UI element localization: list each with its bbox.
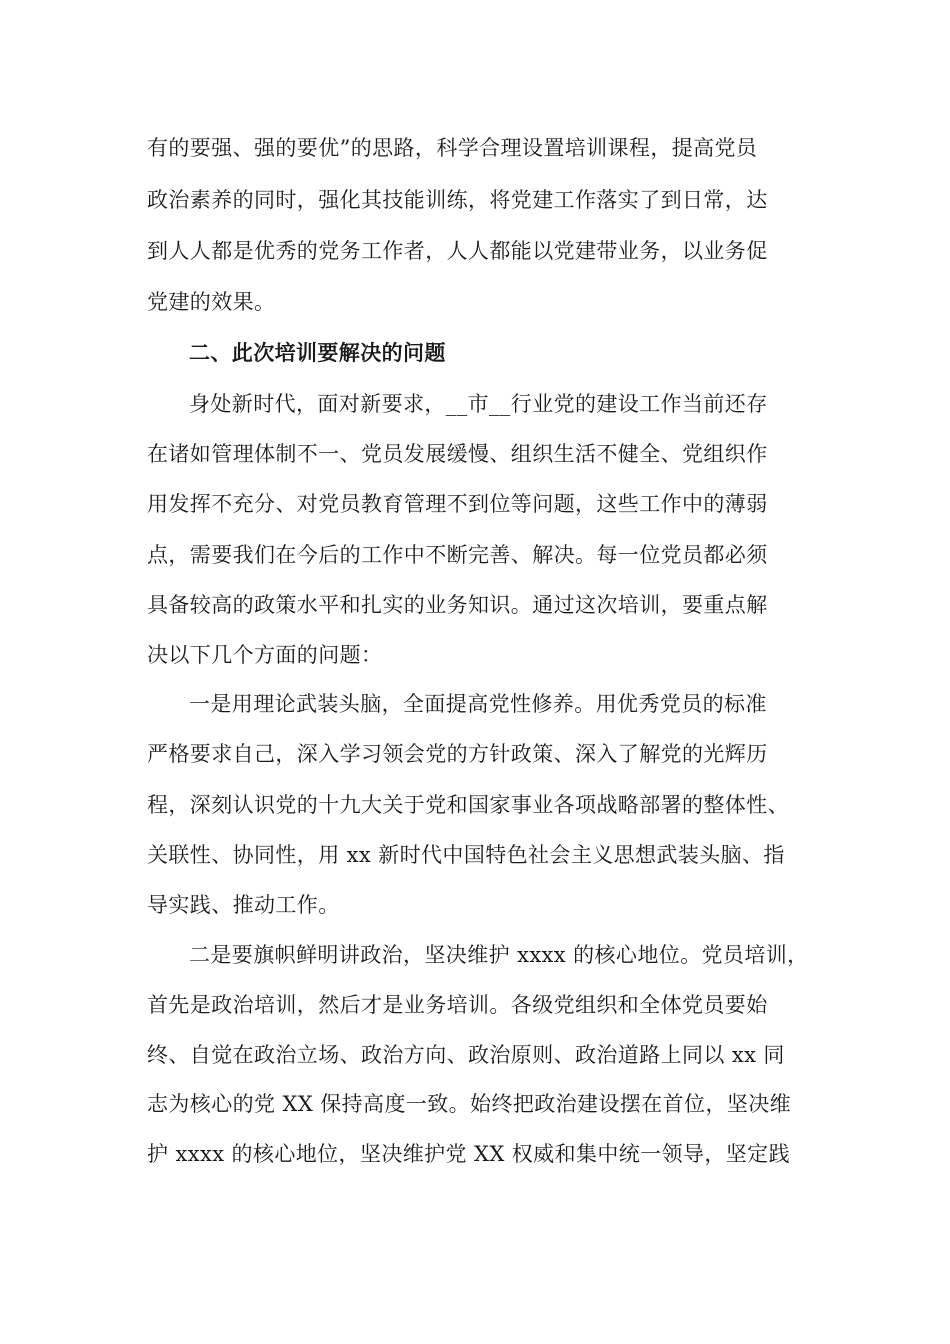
text-line-21: 护 xxxx 的核心地位，坚决维护党 XX 权威和集中统一领导，坚定践 <box>147 1142 790 1166</box>
text-line-10: 具备较高的政策水平和扎实的业务知识。通过这次培训，要重点解 <box>147 593 768 617</box>
text-line-16: 导实践、推动工作。 <box>147 893 340 917</box>
text-line-4: 党建的效果。 <box>147 290 276 314</box>
text-line-20: 志为核心的党 XX 保持高度一致。始终把政治建设摆在首位，坚决维 <box>147 1092 792 1116</box>
text-line-9: 点，需要我们在今后的工作中不断完善、解决。每一位党员都必须 <box>147 543 768 567</box>
text-line-18: 首先是政治培训，然后才是业务培训。各级党组织和全体党员要始 <box>147 993 768 1017</box>
text-line-15: 关联性、协同性，用 xx 新时代中国特色社会主义思想武装头脑、指 <box>147 843 785 867</box>
text-line-14: 程，深刻认识党的十九大关于党和国家事业各项战略部署的整体性、 <box>147 793 789 817</box>
text-line-6: 身处新时代，面对新要求，__市__行业党的建设工作当前还存 <box>189 392 768 416</box>
text-line-17: 二是要旗帜鲜明讲政治，坚决维护 xxxx 的核心地位。党员培训， <box>189 943 809 967</box>
text-line-8: 用发挥不充分、对党员教育管理不到位等问题，这些工作中的薄弱 <box>147 492 768 516</box>
text-line-19: 终、自觉在政治立场、政治方向、政治原则、政治道路上同以 xx 同 <box>147 1043 785 1067</box>
text-line-11: 决以下几个方面的问题： <box>147 643 383 667</box>
text-line-13: 严格要求自己，深入学习领会党的方针政策、深入了解党的光辉历 <box>147 742 768 766</box>
text-line-1: 有的要强、强的要优”的思路，科学合理设置培训课程，提高党员 <box>147 136 758 160</box>
text-line-3: 到人人都是优秀的党务工作者，人人都能以党建带业务，以业务促 <box>147 239 768 263</box>
text-line-7: 在诸如管理体制不一、党员发展缓慢、组织生活不健全、党组织作 <box>147 442 768 466</box>
text-line-2: 政治素养的同时，强化其技能训练，将党建工作落实了到日常，达 <box>147 188 768 212</box>
section-heading: 二、此次培训要解决的问题 <box>189 340 446 365</box>
text-line-12: 一是用理论武装头脑，全面提高党性修养。用优秀党员的标准 <box>189 692 767 716</box>
